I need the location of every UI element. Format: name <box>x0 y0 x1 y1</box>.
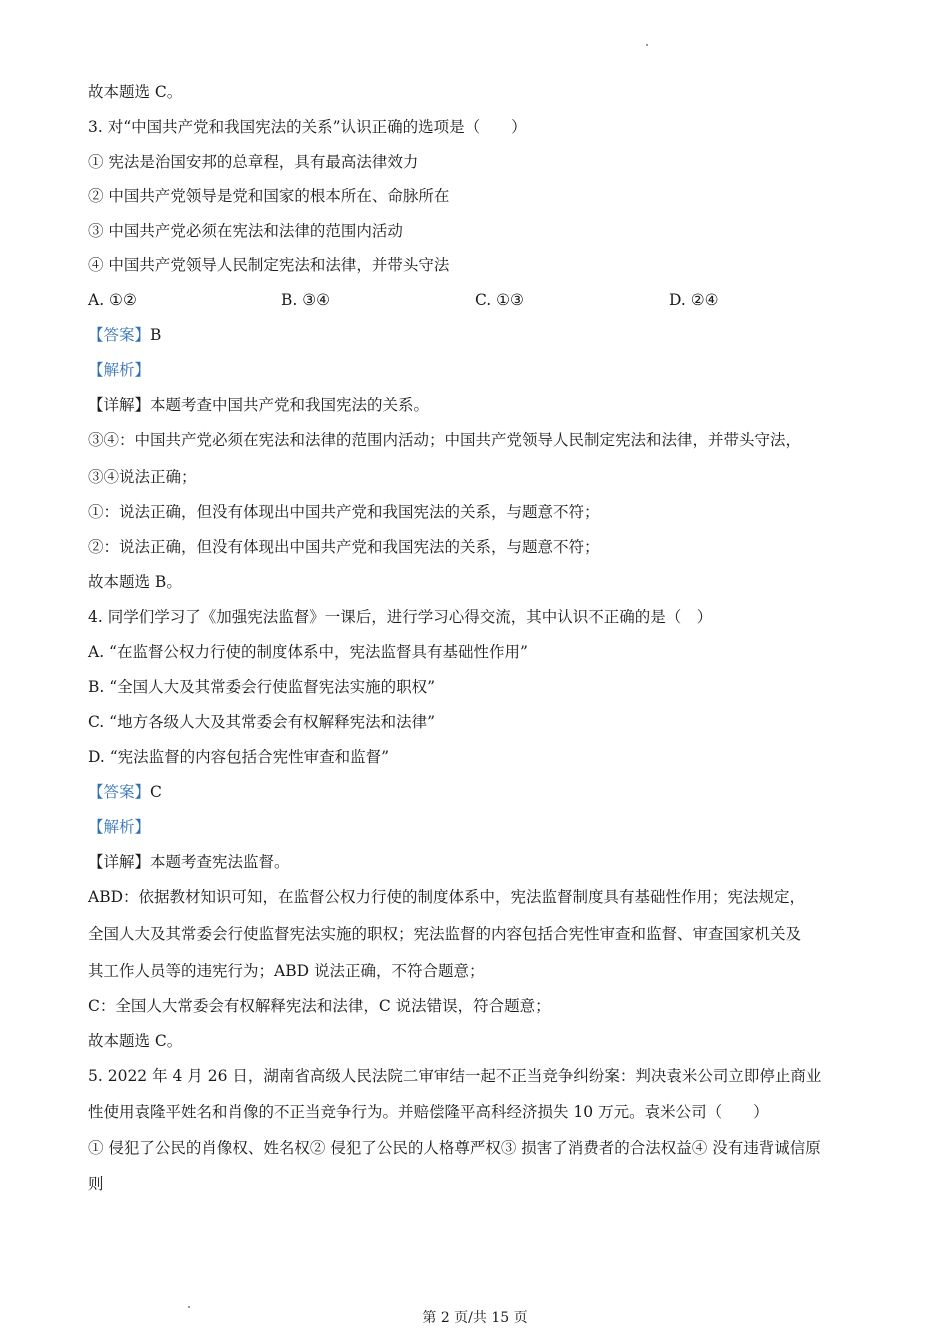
option-d: D. ②④ <box>669 291 719 309</box>
analysis-tag: 【解析】 <box>88 818 151 836</box>
statement-list: ① 侵犯了公民的肖像权、姓名权② 侵犯了公民的人格尊严权③ 损害了消费者的合法权益④ 没有违背诚信原 <box>88 1139 821 1157</box>
answer-line <box>88 325 161 345</box>
option-d: D. “宪法监督的内容包括合宪性审查和监督” <box>88 748 390 766</box>
option-a: A. “在监督公权力行使的制度体系中，宪法监督具有基础性作用” <box>88 643 528 661</box>
text-line: 故本题选 C。 <box>88 83 183 101</box>
statement-list: 则 <box>88 1175 104 1193</box>
explanation-line: ③④说法正确； <box>88 468 197 486</box>
explanation-line: 全国人大及其常委会行使监督宪法实施的职权；宪法监督的内容包括合宪性审查和监督、审查国家机关及 <box>88 925 802 943</box>
option-c: C. ①③ <box>475 291 524 309</box>
answer-tag: 【答案】 <box>88 326 151 344</box>
option-a: A. ①② <box>88 291 137 309</box>
explanation-line: ①：说法正确，但没有体现出中国共产党和我国宪法的关系，与题意不符； <box>88 503 600 521</box>
detail-line: 【详解】本题考查宪法监督。 <box>88 853 290 871</box>
answer-tag: 【答案】 <box>88 783 151 801</box>
question-stem: 性使用袁隆平姓名和肖像的不正当竞争行为。并赔偿隆平高科经济损失 10 万元。袁米公司（ ） <box>88 1103 769 1121</box>
explanation-line: 故本题选 C。 <box>88 1032 183 1050</box>
explanation-line: C：全国人大常委会有权解释宪法和法律，C 说法错误，符合题意； <box>88 997 551 1015</box>
option-b: B. ③④ <box>281 291 331 309</box>
statement-2: ② 中国共产党领导是党和国家的根本所在、命脉所在 <box>88 187 450 205</box>
statement-1: ① 宪法是治国安邦的总章程，具有最高法律效力 <box>88 153 419 171</box>
explanation-line: 其工作人员等的违宪行为；ABD 说法正确，不符合题意； <box>88 962 485 980</box>
statement-4: ④ 中国共产党领导人民制定宪法和法律，并带头守法 <box>88 256 450 274</box>
explanation-line: 故本题选 B。 <box>88 573 182 591</box>
scan-dot <box>646 44 648 46</box>
page-number: 第 2 页/共 15 页 <box>422 1310 528 1326</box>
answer-value: B <box>150 326 162 344</box>
explanation-line: ②：说法正确，但没有体现出中国共产党和我国宪法的关系，与题意不符； <box>88 538 600 556</box>
question-stem: 5. 2022 年 4 月 26 日，湖南省高级人民法院二审审结一起不正当竞争纠纷案：判决袁米公司立即停止商业 <box>88 1067 822 1085</box>
explanation-line: ABD：依据教材知识可知，在监督公权力行使的制度体系中，宪法监督制度具有基础性作用；宪法规定， <box>88 888 806 906</box>
analysis-tag: 【解析】 <box>88 361 151 379</box>
statement-3: ③ 中国共产党必须在宪法和法律的范围内活动 <box>88 222 403 240</box>
question-stem: 4. 同学们学习了《加强宪法监督》一课后，进行学习心得交流，其中认识不正确的是（ ） <box>88 608 713 626</box>
explanation-line: ③④：中国共产党必须在宪法和法律的范围内活动；中国共产党领导人民制定宪法和法律，并带头守法， <box>88 431 802 449</box>
detail-line: 【详解】本题考查中国共产党和我国宪法的关系。 <box>88 396 430 414</box>
question-stem: 3. 对“中国共产党和我国宪法的关系”认识正确的选项是（ ） <box>88 118 527 136</box>
answer-value: C <box>150 783 162 801</box>
option-c: C. “地方各级人大及其常委会有权解释宪法和法律” <box>88 713 436 731</box>
answer-line <box>88 782 162 802</box>
option-b: B. “全国人大及其常委会行使监督宪法实施的职权” <box>88 678 436 696</box>
